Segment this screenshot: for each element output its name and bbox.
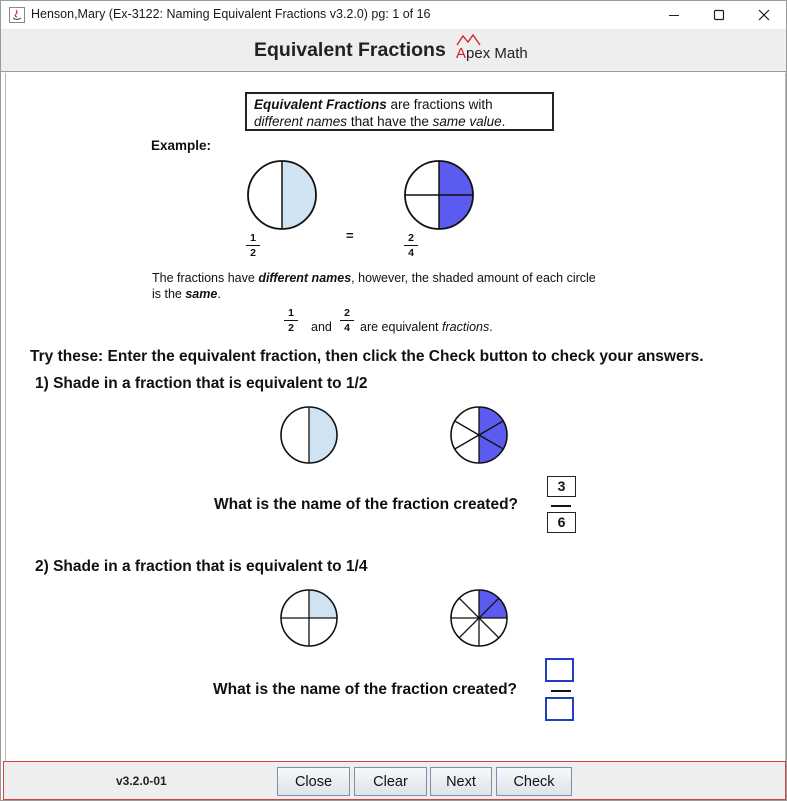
window-title: Henson,Mary (Ex-3122: Naming Equivalent Fractions v3.2.0) pg: 1 of 16 bbox=[31, 7, 431, 21]
denominator: 2 bbox=[250, 247, 256, 259]
denominator: 4 bbox=[344, 322, 350, 334]
definition-text: that have the bbox=[347, 114, 433, 129]
text: fractions bbox=[442, 320, 490, 334]
equivalence-fraction-1 bbox=[284, 307, 298, 334]
clear-button[interactable]: Clear bbox=[354, 767, 427, 796]
title-bar bbox=[1, 1, 786, 29]
example-left-fraction bbox=[246, 232, 260, 259]
example-circle-quarters bbox=[402, 158, 476, 232]
definition-text: are fractions with bbox=[386, 97, 493, 112]
explanation-line-1 bbox=[152, 271, 596, 285]
equivalence-fraction-2 bbox=[340, 307, 354, 334]
equivalence-statement bbox=[360, 320, 493, 334]
footer-toolbar bbox=[3, 761, 786, 800]
definition-text: different names bbox=[254, 114, 348, 129]
numerator: 2 bbox=[344, 307, 350, 319]
lesson-content bbox=[5, 73, 786, 761]
numerator: 2 bbox=[408, 232, 414, 244]
version-label: v3.2.0-01 bbox=[116, 774, 167, 788]
problem-2-reference-circle bbox=[279, 588, 339, 648]
brand-rest: pex Math bbox=[466, 45, 528, 62]
denominator: 2 bbox=[288, 322, 294, 334]
close-button[interactable]: Close bbox=[277, 767, 350, 796]
brand-name bbox=[456, 45, 528, 62]
problem-1-numerator-input[interactable]: 3 bbox=[547, 476, 576, 497]
numerator: 1 bbox=[288, 307, 294, 319]
problem-2-numerator-input[interactable] bbox=[545, 658, 574, 682]
problem-1-shading-circle[interactable] bbox=[449, 405, 509, 465]
close-icon bbox=[758, 9, 770, 21]
example-right-fraction bbox=[404, 232, 418, 259]
definition-text: same value bbox=[432, 114, 502, 129]
lesson-header bbox=[1, 29, 786, 72]
definition-text: . bbox=[501, 114, 506, 129]
problem-2-label: 2) Shade in a fraction that is equivalent to 1/4 bbox=[35, 558, 368, 575]
text: different names bbox=[258, 271, 352, 285]
brand-letter: A bbox=[456, 45, 467, 62]
definition-term: Equivalent Fractions bbox=[254, 97, 387, 112]
text: The fractions have bbox=[152, 271, 259, 285]
maximize-icon bbox=[713, 9, 725, 21]
denominator: 4 bbox=[408, 247, 414, 259]
text: is the bbox=[152, 287, 186, 301]
close-window-button[interactable] bbox=[741, 1, 787, 29]
text: are equivalent bbox=[360, 320, 443, 334]
problem-2-fraction-bar bbox=[551, 690, 571, 692]
maximize-button[interactable] bbox=[696, 1, 742, 29]
minimize-icon bbox=[668, 9, 680, 21]
problem-2-denominator-input[interactable] bbox=[545, 697, 574, 721]
page-title: Equivalent Fractions bbox=[254, 39, 446, 61]
text: . bbox=[489, 320, 493, 334]
next-button[interactable]: Next bbox=[430, 767, 492, 796]
numerator: 1 bbox=[250, 232, 256, 244]
example-label: Example: bbox=[151, 138, 212, 153]
text: , however, the shaded amount of each circle bbox=[351, 271, 596, 285]
problem-2-question: What is the name of the fraction created? bbox=[213, 681, 518, 698]
problem-1-denominator-input[interactable]: 6 bbox=[547, 512, 576, 533]
problem-1-question: What is the name of the fraction created? bbox=[214, 496, 519, 513]
problem-1-label: 1) Shade in a fraction that is equivalent to 1/2 bbox=[35, 375, 368, 392]
text: same bbox=[185, 287, 218, 301]
text: . bbox=[217, 287, 221, 301]
problem-1-fraction-bar bbox=[551, 505, 571, 507]
definition-box bbox=[245, 92, 554, 131]
problem-1-reference-circle bbox=[279, 405, 339, 465]
problem-2-shading-circle[interactable] bbox=[449, 588, 509, 648]
equals-sign: = bbox=[346, 228, 354, 243]
and-text: and bbox=[311, 320, 332, 334]
check-button[interactable]: Check bbox=[496, 767, 572, 796]
explanation-line-2 bbox=[152, 287, 221, 301]
example-circle-halves bbox=[245, 158, 319, 232]
instructions: Try these: Enter the equivalent fraction, then click the Check button to check your answers. bbox=[30, 348, 704, 365]
java-app-icon bbox=[9, 7, 25, 23]
minimize-button[interactable] bbox=[651, 1, 697, 29]
